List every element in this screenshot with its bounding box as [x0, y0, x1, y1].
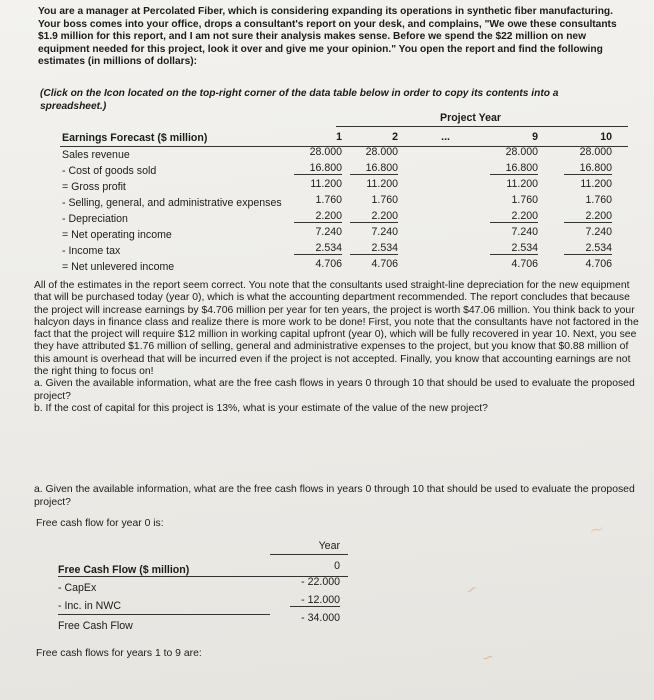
cell: 2.200: [490, 210, 538, 223]
problem-intro: You are a manager at Percolated Fiber, which is considering expanding its operations in synthetic fiber manufacturing. Your boss comes into your office, drops a consultant's report on your desk, and complains, "We owe these consultants $1.9 million for this report, and I am not sure their analysis makes sense. Before we spend the $22 million on new equipment needed for this project, look it over and give me your opinion." You open the report and find the following estimates (in millions of dollars):: [38, 6, 617, 68]
body-paragraph: All of the estimates in the report seem correct. You note that the consultants used straight-line depreciation for the new equipment that will be purchased today (year 0), which is what the accounting department recommended. The report concludes that because the project will increase earnings by $4.706 million per year for ten years, the project is worth $47.06 million. You think back to your halcyon days in finance class and realize there is more work to be done! First, you note that the consultants have not factored in the fact that the project will require $12 million in working capital upfront (year 0), which will be fully recovered in year 10. Next, you see they have attributed $1.76 million of selling, general and administrative expenses to the project, but you know that $0.88 million of this amount is overhead that will be incurred even if the project is not accepted. Finally, you know that accounting earnings are not the right thing to focus on!: [34, 280, 639, 378]
row-label: - CapEx: [58, 582, 97, 594]
cell: 1.760: [511, 194, 538, 206]
cell: 1.760: [315, 194, 342, 206]
cell: 11.200: [506, 178, 538, 190]
col-year-1: 1: [336, 131, 342, 143]
fcf-year0-label: Free cash flow for year 0 is:: [36, 518, 164, 529]
row-label: Sales revenue: [62, 149, 130, 161]
row-label: Free Cash Flow: [58, 620, 133, 632]
pencil-mark: 〜: [588, 521, 607, 541]
cell: 1.760: [585, 194, 612, 206]
row-rule: [58, 614, 270, 615]
cell: 28.000: [309, 146, 342, 158]
earnings-forecast-table[interactable]: [60, 112, 630, 277]
cell: 16.800: [564, 162, 612, 175]
year-label: Year: [318, 540, 340, 552]
row-label: = Net unlevered income: [62, 261, 175, 273]
year-value: 0: [334, 560, 340, 572]
col-year-10: 10: [600, 131, 612, 143]
cell: 28.000: [505, 146, 538, 158]
cell: 4.706: [585, 258, 612, 270]
cell: 1.760: [371, 194, 398, 206]
title-rule: [60, 146, 628, 147]
row-label: - Depreciation: [62, 213, 128, 225]
fcf-value[interactable]: - 34.000: [301, 612, 340, 624]
col-ellipsis: ...: [441, 131, 450, 143]
cell: 2.200: [564, 210, 612, 223]
cell: 2.200: [294, 210, 342, 223]
cell: 7.240: [371, 226, 398, 238]
fcf-value[interactable]: - 22.000: [301, 576, 340, 588]
question-a-repeat: a. Given the available information, what are the free cash flows in years 0 through 10 that should be used to evaluate the proposed project?: [34, 484, 635, 508]
row-label: - Selling, general, and administrative expenses: [62, 197, 282, 209]
row-label: - Inc. in NWC: [58, 600, 121, 612]
fcf-value[interactable]: - 12.000: [290, 594, 340, 607]
free-cash-flow-table[interactable]: [58, 540, 378, 640]
fcf-years1-9-label: Free cash flows for years 1 to 9 are:: [36, 648, 202, 659]
cell: 11.200: [310, 178, 342, 190]
cell: 11.200: [580, 178, 612, 190]
col-year-2: 2: [392, 131, 398, 143]
row-label: - Cost of goods sold: [62, 165, 157, 177]
project-year-label: Project Year: [440, 112, 502, 124]
cell: 28.000: [579, 146, 612, 158]
cell: 2.200: [350, 210, 398, 223]
question-b: b. If the cost of capital for this project is 13%, what is your estimate of the value of the new project?: [34, 402, 488, 414]
problem-body: [34, 280, 646, 415]
cell: 2.534: [564, 242, 612, 255]
cell: 4.706: [315, 258, 342, 270]
cell: 7.240: [511, 226, 538, 238]
copy-instruction: (Click on the Icon located on the top-right corner of the data table below in order to copy its contents into a spreadsheet.): [40, 88, 559, 112]
cell: 16.800: [490, 162, 538, 175]
cell: 16.800: [350, 162, 398, 175]
cell: 28.000: [365, 146, 398, 158]
cell: 2.534: [294, 242, 342, 255]
cell: 16.800: [294, 162, 342, 175]
fcf-table-title: Free Cash Flow ($ million): [58, 564, 190, 576]
pencil-mark: ∽: [462, 580, 481, 600]
row-label: = Gross profit: [62, 181, 126, 193]
cell: 7.240: [315, 226, 342, 238]
row-label: - Income tax: [62, 245, 121, 257]
pencil-mark: ∽: [480, 648, 496, 668]
row-label: = Net operating income: [62, 229, 172, 241]
table-title: Earnings Forecast ($ million): [62, 132, 208, 144]
cell: 11.200: [366, 178, 398, 190]
cell: 4.706: [511, 258, 538, 270]
cell: 7.240: [585, 226, 612, 238]
col-year-9: 9: [532, 131, 538, 143]
header-rule: [270, 554, 348, 555]
question-a: a. Given the available information, what are the free cash flows in years 0 through 10 that should be used to evaluate the proposed project?: [34, 378, 635, 402]
header-rule: [336, 126, 628, 127]
cell: 2.534: [350, 242, 398, 255]
cell: 4.706: [371, 258, 398, 270]
cell: 2.534: [490, 242, 538, 255]
